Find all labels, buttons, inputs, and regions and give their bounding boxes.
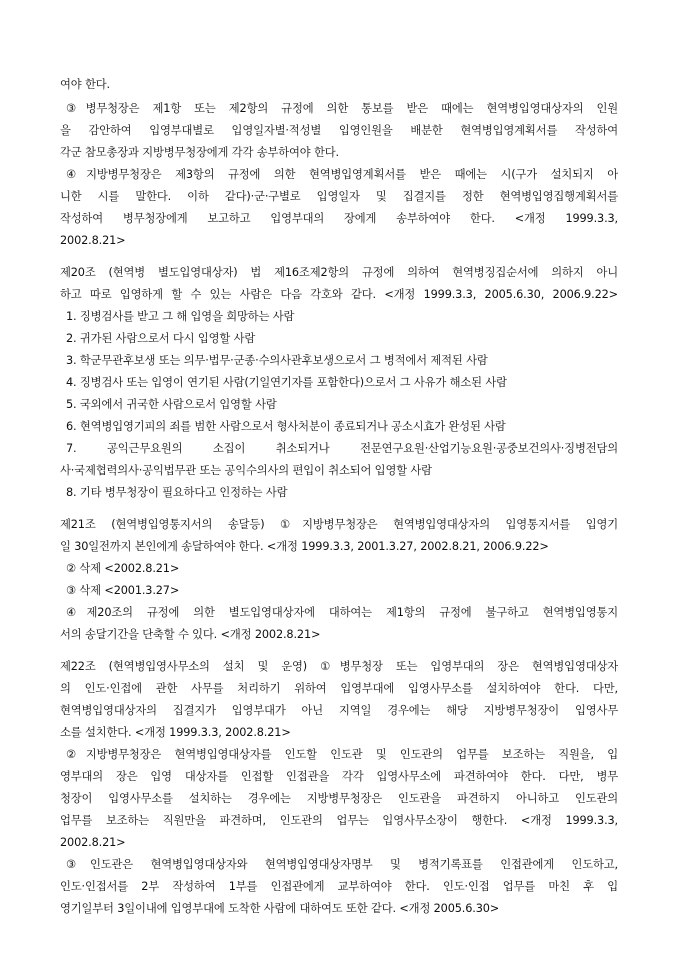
text-line: 의 인도·인접에 관한 사무를 처리하기 위하여 입영부대에 입영사무소를 설치하여야 한다. 다만, (60, 682, 618, 695)
text-line: 업무를 보조하는 직원만을 파견하며, 인도관의 업무는 입영사무소장이 행한다. <개정 1999.3.3, (60, 814, 618, 827)
text-line: ③병무청장은 제1항 또는 제2항의 규정에 의한 통보를 받은 때에는 현역병입영대상자의 인원 (66, 102, 618, 115)
article-20-heading: 제20조 (현역병 별도입영대상자) 법 제16조제2항의 규정에 의하여 현역병징집순서에 의하지 아니 (60, 266, 618, 279)
text-line: ③인도관은 현역병입영대상자와 현역병입영대상자명부 및 병적기록표를 인접관에게 인도하고, (66, 858, 618, 871)
list-item: 3. 학군무관후보생 또는 의무·법무·군종·수의사관후보생으로서 그 병적에서 제적된 사람 (66, 354, 488, 367)
list-item: 6. 현역병입영기피의 죄를 범한 사람으로서 형사처분이 종료되거나 공소시효가 완성된 사람 (66, 420, 506, 433)
text-line: 소를 설치한다. <개정 1999.3.3, 2002.8.21> (60, 726, 291, 739)
list-item: 2. 귀가된 사람으로서 다시 입영할 사람 (66, 332, 256, 345)
text-line: 여야 한다. (60, 78, 110, 91)
article-22-heading: 제22조 (현역병입영사무소의 설치 및 운영) ①병무청장 또는 입영부대의 장은 현역병입영대상자 (60, 660, 618, 673)
text-line: 일 30일전까지 본인에게 송달하여야 한다. <개정 1999.3.3, 2001.3.27, 2002.8.21, 2006.9.22> (60, 540, 549, 553)
text-line: ④지방병무청장은 제3항의 규정에 의한 현역병입영계획서를 받은 때에는 시(구가 설치되지 아 (66, 168, 618, 181)
list-item-continuation: 사·국제협력의사·공익법무관 또는 공익수의사의 편입이 취소되어 입영할 사람 (60, 464, 432, 477)
text-line: ③ 삭제 <2001.3.27> (66, 584, 180, 597)
text-line: 영부대의 장은 입영 대상자를 인접할 인접관을 각각 입영사무소에 파견하여야 한다. 다만, 병무 (60, 770, 618, 783)
list-item: 7. 공익근무요원의 소집이 취소되거나 전문연구요원·산업기능요원·공중보건의사·징병전담의 (66, 442, 618, 455)
text-line: 을 감안하여 입영부대별로 입영일자별·적성별 입영인원을 배분한 현역병입영계획서를 작성하여 (60, 124, 618, 137)
text-line: 하고 따로 입영하게 할 수 있는 사람은 다음 각호와 같다. <개정 1999.3.3, 2005.6.30, 2006.9.22> (60, 288, 618, 301)
list-item: 8. 기타 병무청장이 필요하다고 인정하는 사람 (66, 486, 288, 499)
text-line: ④제20조의 규정에 의한 별도입영대상자에 대하여는 제1항의 규정에 불구하고 현역병입영통지 (66, 606, 618, 619)
list-item: 4. 징병검사 또는 입영이 연기된 사람(기일연기자를 포함한다)으로서 그 사유가 해소된 사람 (66, 376, 507, 389)
text-line: 작성하여 병무청장에게 보고하고 입영부대의 장에게 송부하여야 한다. <개정 1999.3.3, (60, 212, 618, 225)
list-item: 1. 징병검사를 받고 그 해 입영을 희망하는 사람 (66, 310, 295, 323)
text-line: 청장이 입영사무소를 설치하는 경우에는 지방병무청장은 인도관을 파견하지 아니하고 인도관의 (60, 792, 618, 805)
text-line: 현역병입영대상자의 집결지가 입영부대가 아닌 지역일 경우에는 해당 지방병무청장이 입영사무 (60, 704, 618, 717)
text-line: 인도·인접서를 2부 작성하여 1부를 인접관에게 교부하여야 한다. 인도·인접 업무를 마친 후 입 (60, 880, 618, 893)
text-line: 2002.8.21> (60, 234, 126, 247)
list-item: 5. 국외에서 귀국한 사람으로서 입영할 사람 (66, 398, 277, 411)
text-line: 2002.8.21> (60, 836, 126, 849)
text-line: 니한 시를 말한다. 이하 같다)·군·구별로 입영일자 및 집결지를 정한 현역병입영집행계획서를 (60, 190, 618, 203)
text-line: 서의 송달기간을 단축할 수 있다. <개정 2002.8.21> (60, 628, 321, 641)
text-line: ②지방병무청장은 현역병입영대상자를 인도할 인도관 및 인도관의 업무를 보조하는 직원을, 입 (66, 748, 618, 761)
article-21-heading: 제21조 (현역병입영통지서의 송달등) ①지방병무청장은 현역병입영대상자의 입영통지서를 입영기 (60, 518, 618, 531)
text-line: 각군 참모총장과 지방병무청장에게 각각 송부하여야 한다. (60, 146, 339, 159)
text-line: ② 삭제 <2002.8.21> (66, 562, 180, 575)
text-line: 영기일부터 3일이내에 입영부대에 도착한 사람에 대하여도 또한 같다. <개정 2005.6.30> (60, 902, 500, 915)
